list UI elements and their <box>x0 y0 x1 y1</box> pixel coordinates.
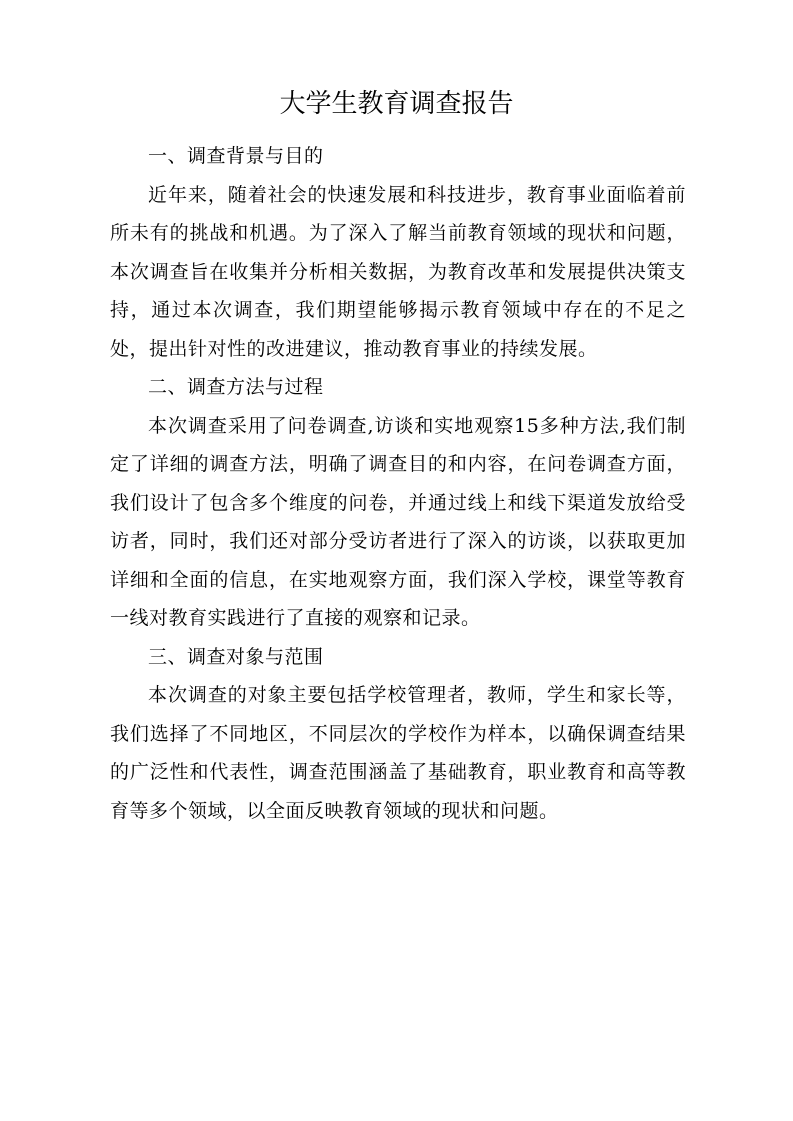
section-heading-method: 二、调查方法与过程 <box>148 376 324 398</box>
section-paragraph-method: 本次调查采用了问卷调查,访谈和实地观察15多种方法,我们制定了详细的调查方法，明确了调查目的和内容，在问卷调查方面，我们设计了包含多个维度的问卷，并通过线上和线下渠道发放给受访者，同时，我们还对部分受访者进行了深入的访谈，以获取更加详细和全面的信息，在实地观察方面，我们深入学校，课堂等教育一线对教育实践进行了直接的观察和记录。 <box>110 414 686 629</box>
section-paragraph-background: 近年来，随着社会的快速发展和科技进步，教育事业面临着前所未有的挑战和机遇。为了深入了解当前教育领域的现状和问题，本次调查旨在收集并分析相关数据，为教育改革和发展提供决策支持，通过本次调查，我们期望能够揭示教育领域中存在的不足之处，提出针对性的改进建议，推动教育事业的持续发展。 <box>110 183 686 360</box>
section-paragraph-scope: 本次调查的对象主要包括学校管理者，教师，学生和家长等，我们选择了不同地区，不同层次的学校作为样本，以确保调查结果的广泛性和代表性，调查范围涵盖了基础教育，职业教育和高等教育等多个领域，以全面反映教育领域的现状和问题。 <box>110 684 686 822</box>
section-heading-background: 一、调查背景与目的 <box>148 145 324 167</box>
document-title: 大学生教育调查报告 <box>279 89 514 119</box>
document-body <box>110 137 686 830</box>
section-heading-scope: 三、调查对象与范围 <box>148 645 324 668</box>
